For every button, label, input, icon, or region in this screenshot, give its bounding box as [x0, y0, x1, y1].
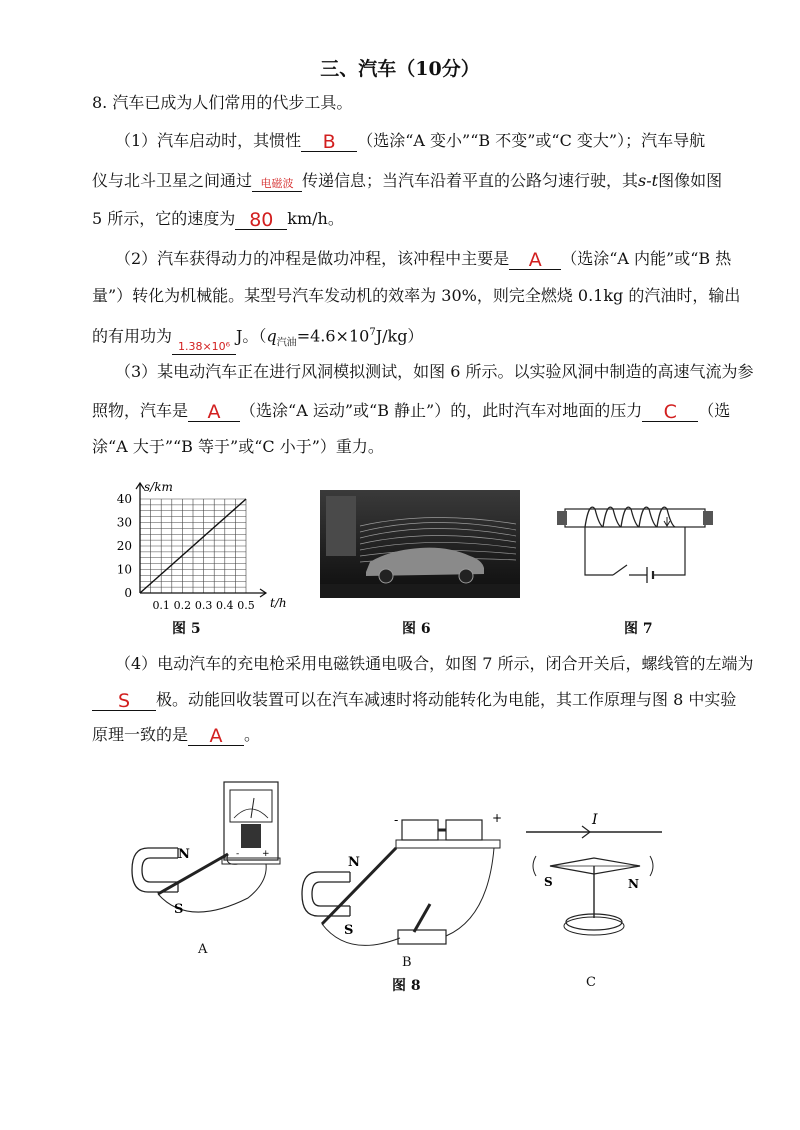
- x-tick-label: 0.3: [194, 599, 213, 612]
- fig8-caption: 图 8: [392, 978, 421, 994]
- p1-line2: 仪与北斗卫星之间通过 电磁波 传递信息；当汽车沿着平直的公路匀速行驶，其s-t图像如图: [92, 171, 723, 190]
- p2-line1: （2）汽车获得动力的冲程是做功冲程，该冲程中主要是 A （选涂“A 内能”或“B 热: [115, 249, 732, 271]
- p3-line3: 涂“A 大于”“B 等于”或“C 小于”）重力。: [92, 437, 384, 456]
- conductor-rod: [158, 854, 228, 894]
- fig5-caption: 图 5: [172, 621, 201, 637]
- south-label: S: [344, 923, 354, 938]
- current-label: I: [592, 812, 598, 828]
- fig8-label-c: C: [586, 975, 596, 990]
- x-axis-label: t/h: [270, 596, 287, 610]
- x-tick-label: 0.2: [173, 599, 192, 612]
- answer-blank-pole[interactable]: S: [92, 690, 156, 711]
- switch: [613, 565, 627, 575]
- y-tick-label: 10: [116, 562, 132, 577]
- u-magnet: [302, 872, 350, 916]
- p1-line3: 5 所示，它的速度为 80 km/h。: [92, 209, 344, 231]
- knife-switch: [398, 930, 446, 944]
- south-label: S: [544, 875, 553, 889]
- galvanometer-needle: [251, 798, 254, 818]
- p4-line2: S 极。动能回收装置可以在汽车减速时将动能转化为电能，其工作原理与图 8 中实验: [92, 689, 736, 711]
- svg-text:+: +: [262, 849, 270, 859]
- p2-line2: 量”）转化为机械能。某型号汽车发动机的效率为 30%，则完全燃烧 0.1kg 的汽油时，输出: [92, 286, 741, 305]
- question-intro: 8. 汽车已成为人们常用的代步工具。: [92, 93, 353, 112]
- fig6-caption: 图 6: [402, 621, 431, 637]
- svg-text:+: +: [492, 811, 503, 825]
- p2-line3: 的有用功为1.38×10⁶J。$(q_{汽油}=4.6\times 10^7J/kg)$: [92, 326, 424, 353]
- answer-blank-principle[interactable]: A: [188, 725, 244, 746]
- svg-text:-: -: [394, 813, 399, 827]
- fig8-c-oersted-diagram: [522, 810, 672, 950]
- south-label: S: [174, 902, 184, 917]
- p4-line3: 原理一致的是 A 。: [92, 725, 261, 747]
- coil-windings: [585, 507, 675, 527]
- p1-line1: （1）汽车启动时，其惯性 B （选涂“A 变小”“B 不变”或“C 变大”）；汽车导航: [115, 131, 706, 153]
- fig5-st-chart: [108, 475, 308, 615]
- x-tick-label: 0.4: [216, 599, 234, 612]
- fig6-wind-tunnel-photo: [320, 490, 520, 598]
- fig8-label-b: B: [402, 955, 412, 970]
- answer-blank-speed[interactable]: 80: [235, 209, 287, 230]
- p3-line2: 照物，汽车是 A （选涂“A 运动”或“B 静止”）的，此时汽车对地面的压力 C （选: [92, 401, 731, 423]
- north-label: N: [348, 855, 360, 870]
- answer-blank-energy[interactable]: A: [509, 249, 561, 270]
- answer-blank-inertia[interactable]: B: [301, 131, 357, 152]
- fig8-label-a: A: [198, 942, 208, 957]
- fig8-a-generator-diagram: [128, 778, 308, 938]
- answer-blank-work[interactable]: 1.38×10⁶: [172, 334, 236, 355]
- north-label: N: [628, 877, 639, 891]
- y-tick-label: 30: [116, 515, 132, 530]
- svg-text:-: -: [236, 849, 240, 859]
- fig7-solenoid-circuit: [555, 495, 715, 585]
- p4-line1: （4）电动汽车的充电枪采用电磁铁通电吸合，如图 7 所示，闭合开关后，螺线管的左端为: [115, 654, 754, 673]
- answer-blank-signal[interactable]: 电磁波: [252, 171, 302, 192]
- p3-line1: （3）某电动汽车正在进行风洞模拟测试，如图 6 所示。以实验风洞中制造的高速气流为参: [115, 362, 754, 381]
- y-tick-label: 20: [116, 539, 132, 553]
- y-axis-label: s/km: [144, 480, 173, 494]
- answer-blank-motion[interactable]: A: [188, 401, 240, 422]
- fig8-b-motor-diagram: [298, 808, 508, 978]
- y-tick-label: 40: [116, 492, 132, 506]
- fig7-caption: 图 7: [624, 621, 653, 637]
- x-tick-label: 0.1: [152, 599, 170, 612]
- x-tick-label: 0.5: [237, 599, 255, 612]
- y-tick-label: 0: [124, 586, 132, 600]
- section-title: 三、汽车（10分）: [320, 58, 480, 80]
- north-label: N: [178, 847, 190, 862]
- answer-blank-pressure[interactable]: C: [642, 401, 698, 422]
